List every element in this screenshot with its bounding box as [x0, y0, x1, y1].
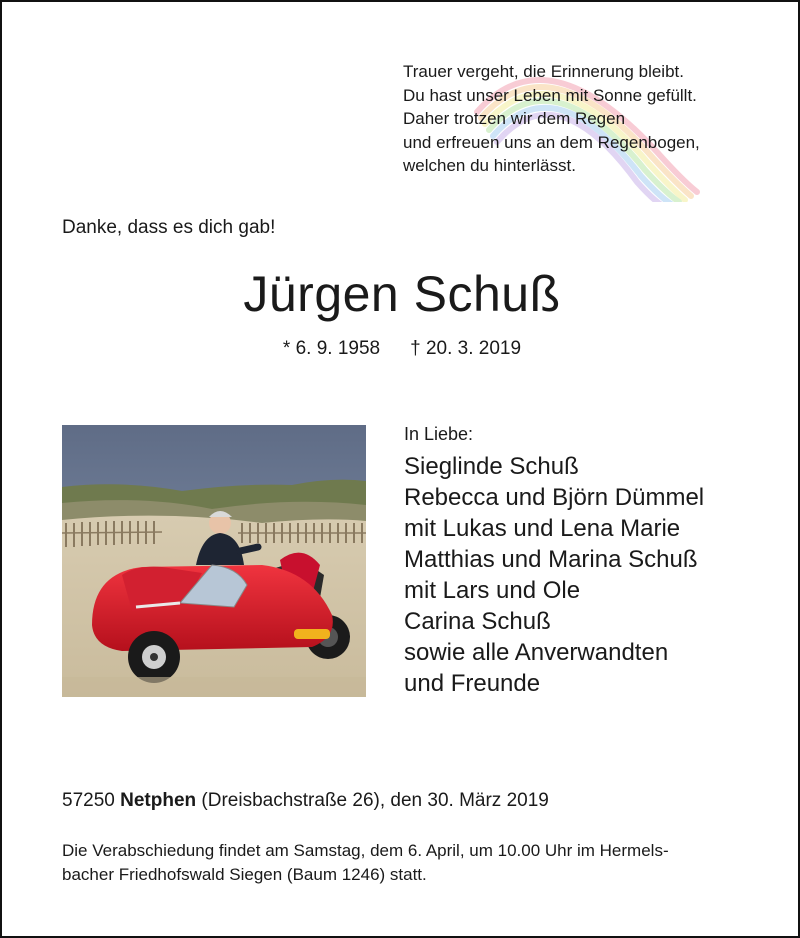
poem-line: welchen du hinterlässt. — [403, 156, 576, 175]
deceased-name: Jürgen Schuß — [243, 266, 561, 322]
birth-date: * 6. 9. 1958 — [282, 338, 381, 359]
life-dates — [2, 336, 800, 362]
intro-text: Danke, dass es dich gab! — [62, 217, 276, 238]
mourner-line: Sieglinde Schuß — [404, 453, 579, 480]
mourner-line: und Freunde — [404, 670, 541, 697]
portrait-photo — [62, 425, 366, 697]
mourner-line: Matthias und Marina Schuß — [404, 546, 698, 573]
mourner-line: mit Lukas und Lena Marie — [404, 515, 681, 542]
mourners-list — [404, 451, 704, 699]
death-date: † 20. 3. 2019 — [410, 338, 522, 359]
poem — [403, 60, 700, 178]
poem-line: und erfreuen uns an dem Regenbogen, — [403, 132, 700, 152]
poem-line: Du hast unser Leben mit Sonne gefüllt. — [403, 85, 697, 105]
mourner-line: mit Lars und Ole — [404, 577, 581, 604]
poem-line: Trauer vergeht, die Erinnerung bleibt. — [403, 62, 684, 81]
address-line — [62, 788, 549, 814]
funeral-notice — [62, 839, 752, 887]
mourner-line: Carina Schuß — [404, 608, 551, 635]
mourners-intro: In Liebe: — [404, 424, 474, 444]
mourner-line: sowie alle Anverwandten — [404, 639, 669, 666]
notice-line: bacher Friedhofswald Siegen (Baum 1246) statt. — [62, 865, 427, 884]
poem-line: Daher trotzen wir dem Regen — [403, 109, 626, 128]
address-city: Netphen — [120, 790, 197, 811]
address-details: (Dreisbachstraße 26), den 30. März 2019 — [201, 790, 549, 811]
address-zip: 57250 — [62, 790, 115, 811]
mourner-line: Rebecca und Björn Dümmel — [404, 484, 705, 511]
notice-line: Die Verabschiedung findet am Samstag, dem 6. April, um 10.00 Uhr im Hermels- — [62, 841, 669, 860]
